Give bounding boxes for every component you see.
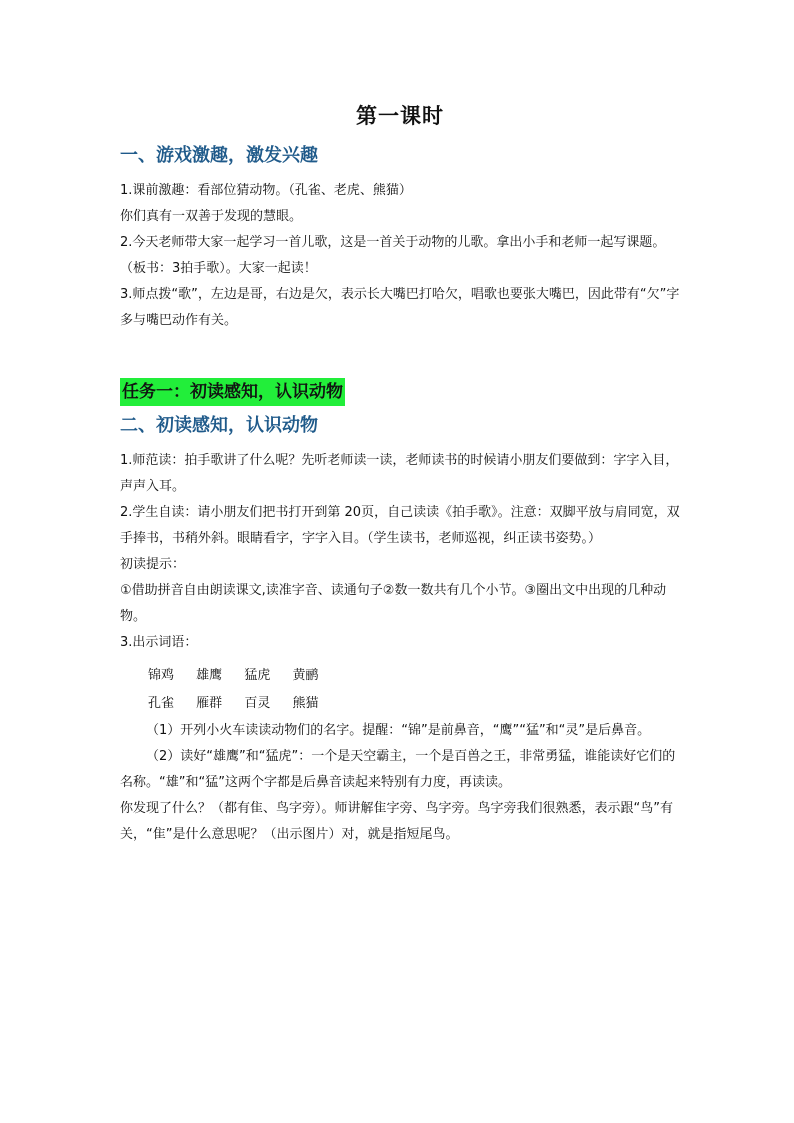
section2-paragraph-2: 2.学生自读：请小朋友们把书打开到第 20页，自己读读《拍手歌》。注意：双脚平放与肩同宽，双手捧书，书稍外斜。眼睛看字，字字入目。（学生读书，老师巡视，纠正读书姿势。） (120, 505, 680, 546)
vocab-word: 熊猫 (292, 696, 319, 711)
vocab-word: 锦鸡 (148, 668, 175, 683)
section2-vocab-label: 3.出示词语： (120, 635, 198, 650)
vocab-word: 黄鹂 (292, 668, 319, 683)
vocab-word: 百灵 (244, 696, 271, 711)
section2-heading: 二、初读感知，认识动物 (120, 415, 318, 436)
section2-paragraph-8: 你发现了什么？（都有隹、鸟字旁）。师讲解隹字旁、鸟字旁。鸟字旁我们很熟悉，表示跟“鸟”有关，“隹”是什么意思呢？（出示图片）对，就是指短尾鸟。 (120, 801, 673, 842)
page-title: 第一课时 (356, 103, 444, 128)
section2-paragraph-7: （2）读好“雄鹰”和“猛虎”：一个是天空霸主，一个是百兽之王，非常勇猛，谁能读好它们的名称。“雄”和“猛”这两个字都是后鼻音读起来特别有力度，再读读。 (120, 749, 676, 790)
section2-paragraph-1: 1.师范读：拍手歌讲了什么呢？先听老师读一读，老师读书的时候请小朋友们要做到：字字入目，声声入耳。 (120, 453, 679, 494)
section2-reading-tips-label: 初读提示： (120, 557, 186, 572)
section1-paragraph-2: 你们真有一双善于发现的慧眼。 (120, 209, 303, 224)
vocab-word: 雁群 (196, 696, 223, 711)
section1-paragraph-3: 2.今天老师带大家一起学习一首儿歌，这是一首关于动物的儿歌。拿出小手和老师一起写课题。（板书：3拍手歌）。大家一起读！ (120, 235, 666, 276)
section2-paragraph-6: （1）开列小火车读读动物们的名字。提醒：“锦”是前鼻音，“鹰”“猛”和“灵”是后鼻音。 (146, 723, 651, 738)
section2-reading-tips: ①借助拼音自由朗读课文,读准字音、读通句子②数一数共有几个小节。③圈出文中出现的几种动物。 (120, 583, 667, 624)
vocab-word: 孔雀 (148, 696, 175, 711)
vocab-row-1 (120, 662, 680, 690)
vocab-word: 雄鹰 (196, 668, 223, 683)
section-spacer (120, 334, 680, 378)
vocab-word: 猛虎 (244, 668, 271, 683)
section1-paragraph-4: 3.师点拨“歌”，左边是哥，右边是欠，表示长大嘴巴打哈欠，唱歌也要张大嘴巴，因此带有“欠”字多与嘴巴动作有关。 (120, 287, 680, 328)
vocab-row-2 (120, 690, 680, 718)
task-highlight-label: 任务一：初读感知，认识动物 (120, 378, 345, 406)
section1-paragraph-1: 1.课前激趣：看部位猜动物。（孔雀、老虎、熊猫） (120, 183, 412, 198)
section1-heading: 一、游戏激趣，激发兴趣 (120, 145, 318, 166)
document-page (120, 100, 680, 848)
